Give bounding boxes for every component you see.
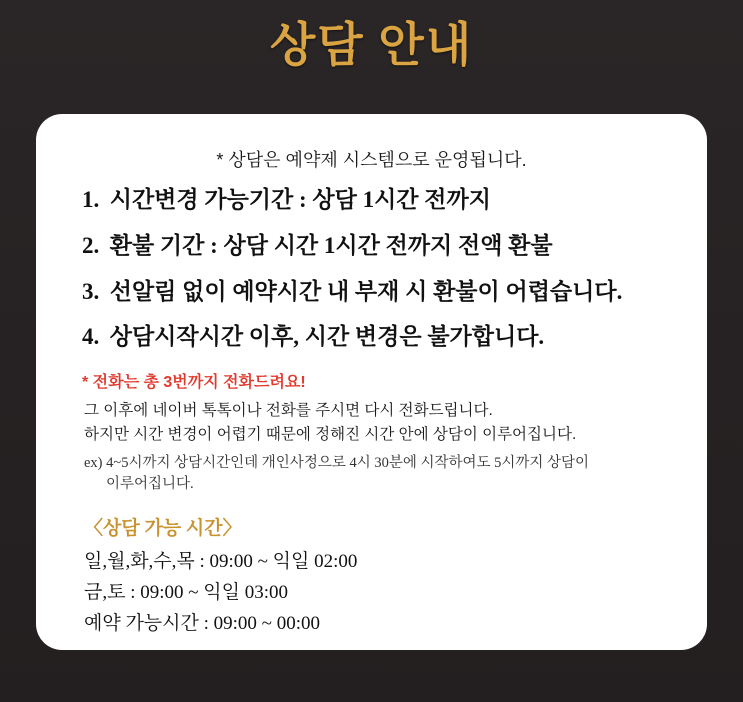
example-note-line1: ex) 4~5시까지 상담시간인데 개인사정으로 4시 30분에 시작하여도 5시까지 상담이	[84, 455, 590, 471]
example-note	[84, 453, 677, 495]
call-notice: * 전화는 총 3번까지 전화드려요!	[82, 374, 306, 391]
reservation-note: * 상담은 예약제 시스템으로 운영됩니다.	[216, 150, 527, 170]
rule-text: 시간변경 가능기간 : 상담 1시간 전까지	[109, 187, 491, 212]
list-item	[66, 278, 677, 307]
info-card	[36, 114, 707, 650]
page-title: 상담 안내	[269, 20, 474, 72]
rule-text: 상담시작시간 이후, 시간 변경은 불가합니다.	[109, 324, 545, 350]
hours-line-booking: 예약 가능시간 : 09:00 ~ 00:00	[84, 613, 320, 635]
list-item	[66, 186, 677, 215]
rule-number: 4.	[82, 324, 100, 350]
hours-line-weekend: 금,토 : 09:00 ~ 익일 03:00	[84, 582, 289, 604]
list-item	[66, 323, 677, 352]
list-item	[66, 232, 677, 261]
rule-text: 환불 기간 : 상담 시간 1시간 전까지 전액 환불	[109, 232, 553, 258]
rule-number: 3.	[82, 278, 100, 304]
rules-list	[66, 186, 677, 352]
hours-heading: 〈상담 가능 시간〉	[84, 518, 242, 540]
hours-line-weekday: 일,월,화,수,목 : 09:00 ~ 익일 02:00	[84, 551, 358, 573]
example-note-line2: 이루어집니다.	[106, 476, 194, 493]
rule-number: 2.	[82, 232, 100, 258]
sub-note-1: 그 이후에 네이버 톡톡이나 전화를 주시면 다시 전화드립니다.	[84, 402, 493, 419]
rule-number: 1.	[82, 187, 100, 212]
sub-note-2: 하지만 시간 변경이 어렵기 때문에 정해진 시간 안에 상담이 이루어집니다.	[84, 426, 577, 443]
rule-text: 선알림 없이 예약시간 내 부재 시 환불이 어렵습니다.	[109, 278, 623, 304]
